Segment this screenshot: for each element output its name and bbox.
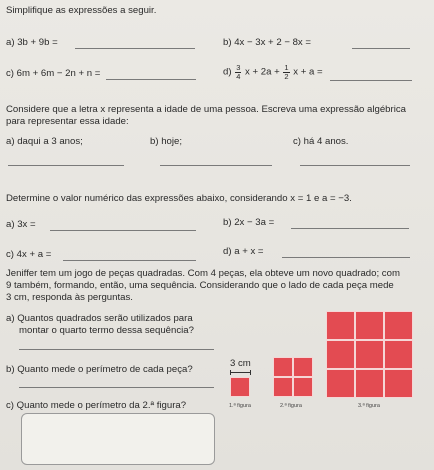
- dimension-line: [230, 372, 250, 373]
- q4-line2: 9 também, formando, então, uma sequência. Considerando que o lado de cada peça mede: [6, 280, 394, 291]
- q1-a-answer-line[interactable]: [75, 48, 195, 49]
- q1-item-d: [223, 64, 323, 81]
- q3-instruction: Determine o valor numérico das expressões abaixo, considerando x = 1 e a = −3.: [6, 193, 352, 204]
- q4-item-a-line1: a) Quantos quadrados serão utilizados para: [6, 313, 193, 324]
- figure-3-square: [355, 311, 384, 340]
- q1-b-answer-line[interactable]: [352, 48, 410, 49]
- q3-a-answer-line[interactable]: [50, 230, 196, 231]
- figure-3-square: [384, 369, 413, 398]
- figure-1-label: 1.ª figura: [229, 403, 251, 409]
- q3-item-c: c) 4x + a =: [6, 249, 52, 260]
- q3-b-answer-line[interactable]: [291, 228, 409, 229]
- q2-item-a: a) daqui a 3 anos;: [6, 136, 83, 147]
- q1-item-a: a) 3b + 9b =: [6, 37, 58, 48]
- q1-item-c: c) 6m + 6m − 2n + n =: [6, 68, 101, 79]
- figure-2-square: [273, 357, 293, 377]
- q3-item-b: b) 2x − 3a =: [223, 217, 275, 228]
- q4-b-answer-line[interactable]: [19, 387, 214, 388]
- q1-d-fraction-1: [235, 64, 241, 80]
- q1-d-middle: x + 2a +: [245, 66, 280, 78]
- figure-3-square: [355, 369, 384, 398]
- figure-3-square: [326, 340, 355, 369]
- q4-line1: Jeniffer tem um jogo de peças quadradas. Com 4 peças, ela obteve um novo quadrado; com: [6, 268, 400, 279]
- figure-3-square: [355, 340, 384, 369]
- q1-d-f2-denominator: 2: [284, 71, 289, 81]
- q1-item-b: b) 4x − 3x + 2 − 8x =: [223, 37, 311, 48]
- q4-item-c: c) Quanto mede o perímetro da 2.ª figura?: [6, 400, 187, 411]
- q4-item-a-line2: montar o quarto termo dessa sequência?: [19, 325, 194, 336]
- figure-2-square: [293, 357, 313, 377]
- q3-item-a: a) 3x =: [6, 219, 36, 230]
- q1-d-fraction-2: [283, 64, 289, 80]
- dimension-label: 3 cm: [230, 358, 251, 369]
- q1-d-f1-denominator: 4: [236, 71, 241, 81]
- q4-line3: 3 cm, responda às perguntas.: [6, 292, 133, 303]
- q1-d-suffix: x + a =: [293, 66, 323, 78]
- q2-line2: para representar essa idade:: [6, 116, 129, 127]
- q1-d-f2-numerator: 1: [284, 63, 289, 72]
- q4-c-answer-box[interactable]: [21, 413, 215, 465]
- q1-c-answer-line[interactable]: [106, 79, 196, 80]
- figure-2-square: [293, 377, 313, 397]
- figure-2-label: 2.ª figura: [280, 403, 302, 409]
- q2-b-answer-line[interactable]: [160, 165, 272, 166]
- figure-3-square: [326, 311, 355, 340]
- q1-d-answer-line[interactable]: [330, 80, 412, 81]
- q1-d-f1-numerator: 3: [236, 63, 241, 72]
- figure-1-square: [230, 377, 250, 397]
- figure-3-square: [326, 369, 355, 398]
- q2-c-answer-line[interactable]: [300, 165, 410, 166]
- q1-instruction: Simplifique as expressões a seguir.: [6, 5, 157, 16]
- q4-item-b: b) Quanto mede o perímetro de cada peça?: [6, 364, 193, 375]
- figure-2-square: [273, 377, 293, 397]
- q3-item-d: d) a + x =: [223, 246, 264, 257]
- q2-item-b: b) hoje;: [150, 136, 182, 147]
- q3-c-answer-line[interactable]: [63, 260, 196, 261]
- figure-3-square: [384, 340, 413, 369]
- q2-a-answer-line[interactable]: [8, 165, 124, 166]
- q3-d-answer-line[interactable]: [282, 257, 410, 258]
- figure-3-label: 3.ª figura: [358, 403, 380, 409]
- figure-3-square: [384, 311, 413, 340]
- q1-d-prefix: d): [223, 66, 232, 78]
- q2-line1: Considere que a letra x representa a idade de uma pessoa. Escreva uma expressão algébrica: [6, 104, 406, 115]
- q2-item-c: c) há 4 anos.: [293, 136, 349, 147]
- q4-a-answer-line[interactable]: [19, 349, 214, 350]
- dimension-tick-right: [250, 370, 251, 375]
